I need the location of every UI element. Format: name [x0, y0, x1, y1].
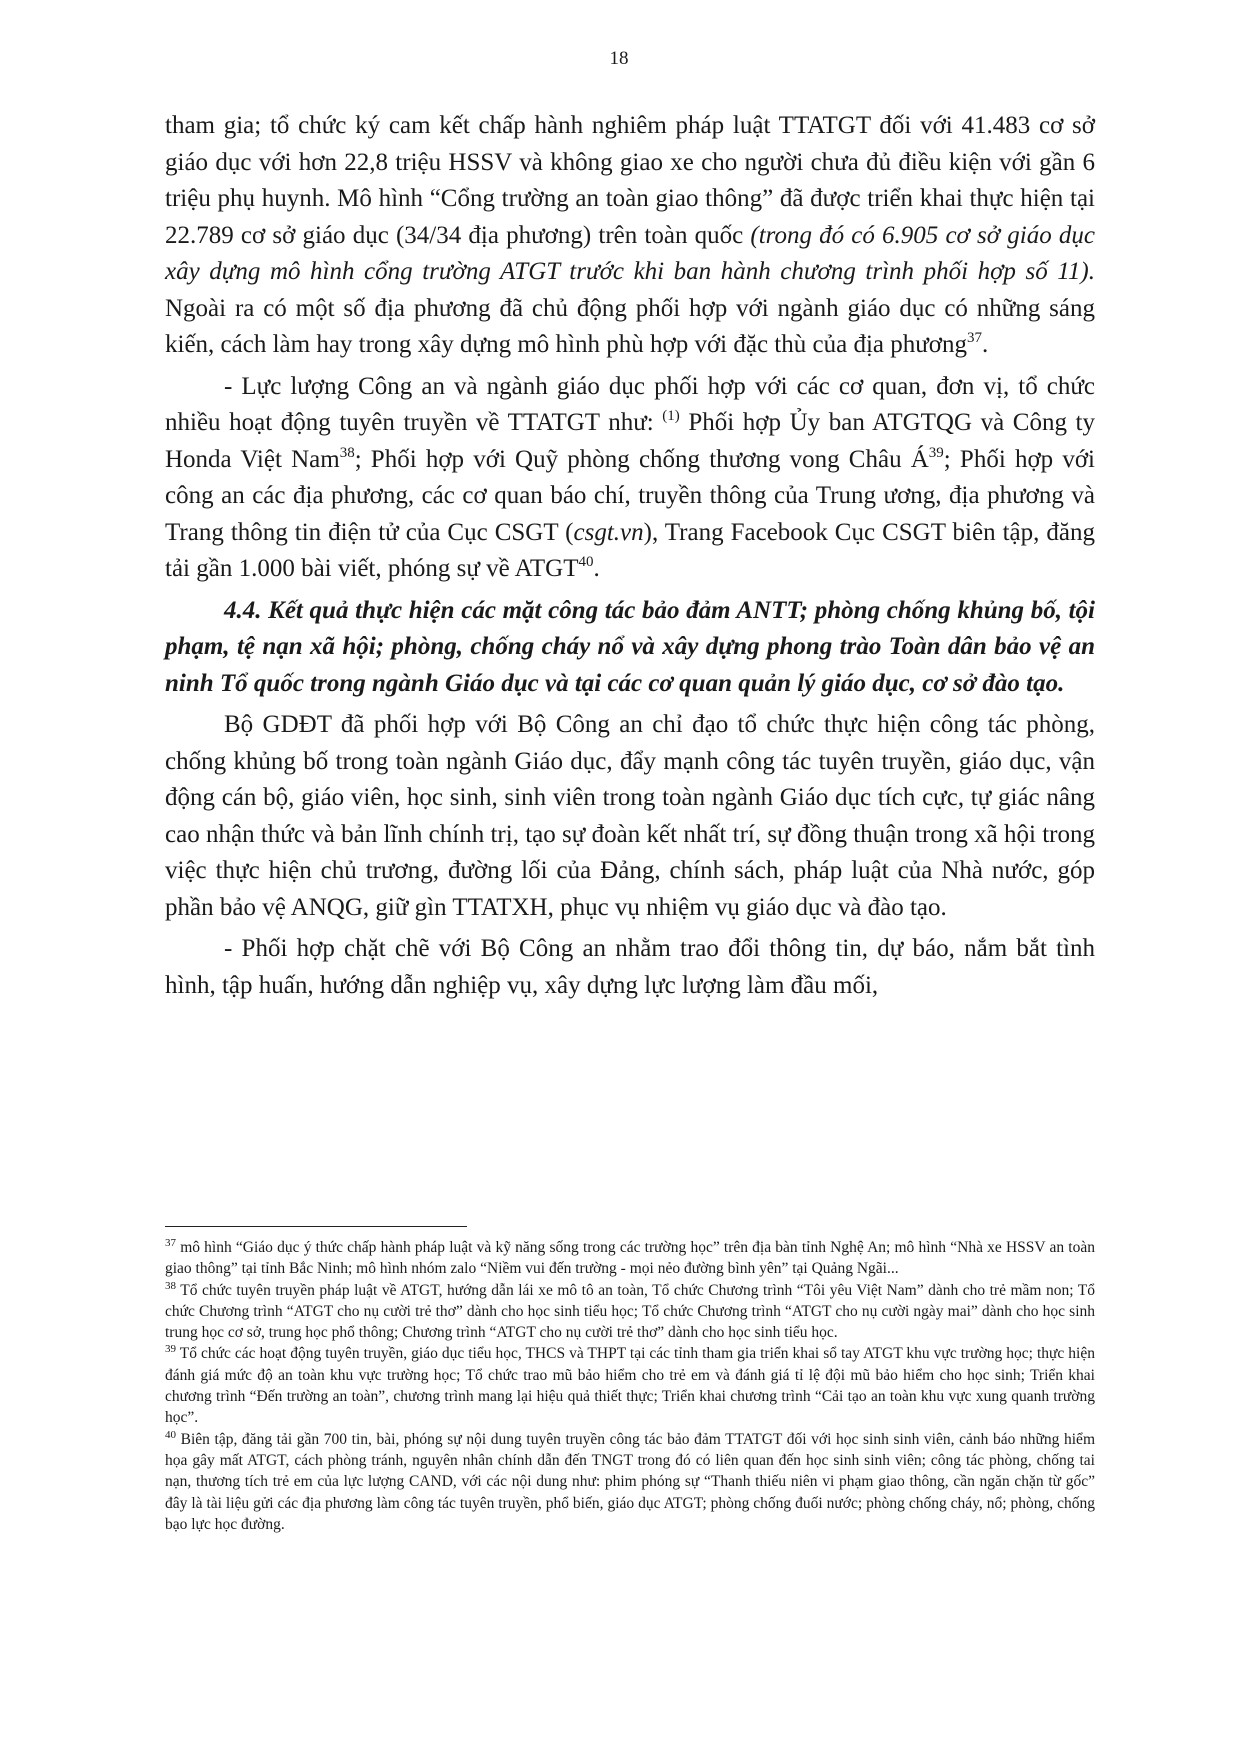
footnote-39 [165, 1343, 1095, 1428]
paragraph-2-text-2: Phối hợp Ủy ban ATGTQG và Công ty Honda Việt Nam [165, 409, 1095, 473]
paragraph-2-text-5: ), Trang Facebook Cục CSGT biên tập, đăng tải gần 1.000 bài viết, phóng sự về ATGT [165, 518, 1095, 582]
footnote-number: 38 [165, 1279, 176, 1292]
footnote-text: mô hình “Giáo dục ý thức chấp hành pháp luật và kỹ năng sống trong các trường học” trên địa bàn tỉnh Nghệ An; mô hình “Nhà xe HSSV an toàn giao thông” tại tỉnh Bắc Ninh; mô hình nhóm zalo “Niềm vui đến trường - mọi nẻo đường bình yên” tại Quảng Ngãi... [165, 1239, 1095, 1278]
footnote-ref-40[interactable]: 40 [578, 554, 594, 570]
paragraph-1 [165, 108, 1095, 364]
website-name: csgt.vn [573, 518, 644, 546]
page-number: 18 [609, 48, 629, 69]
footnote-ref-37[interactable]: 37 [967, 330, 983, 346]
footnote-text: Tổ chức tuyên truyền pháp luật về ATGT, hướng dẫn lái xe mô tô an toàn, Tổ chức Chương trình “Tôi yêu Việt Nam” dành cho trẻ mầm non; Tổ chức Chương trình “ATGT cho nụ cười trẻ thơ” dành cho học sinh tiểu học; Tổ chức Chương trình “ATGT cho nụ cười ngày mai” dành cho học sinh trung học cơ sở, trung học phổ thông; Chương trình “ATGT cho nụ cười trẻ thơ” dành cho học sinh tiểu học. [165, 1281, 1095, 1342]
paragraph-1-text: tham gia; tổ chức ký cam kết chấp hành nghiêm pháp luật TTATGT đối với 41.483 cơ sở giáo dục với hơn 22,8 triệu HSSV và không giao xe cho người chưa đủ điều kiện với gần 6 triệu phụ huynh. Mô hình “Cổng trường an toàn giao thông” đã được triển khai thực hiện tại 22.789 cơ sở giáo dục (34/34 địa phương) trên toàn quốc [165, 112, 1095, 249]
footnote-text: Tổ chức các hoạt động tuyên truyền, giáo dục tiểu học, THCS và THPT tại các tỉnh tham gia triển khai sổ tay ATGT khu vực trường học; thực hiện đánh giá mức độ an toàn khu vực trường học; Tổ chức trao mũ bảo hiểm cho trẻ em và đánh giá tỉ lệ đội mũ bảo hiểm cho học sinh; Triển khai chương trình “Đến trường an toàn”, chương trình mang lại hiệu quả thiết thực; Triển khai chương trình “Cải tạo an toàn khu vực xung quanh trường học”. [165, 1345, 1095, 1427]
paragraph-2 [165, 369, 1095, 588]
footnotes [165, 1237, 1095, 1535]
footnote-number: 39 [165, 1343, 176, 1356]
footnote-38 [165, 1280, 1095, 1344]
list-marker: (1) [662, 408, 680, 424]
footnote-ref-38[interactable]: 38 [339, 444, 355, 461]
footnote-number: 40 [165, 1428, 176, 1441]
paragraph-1-end: . [982, 331, 989, 358]
paragraph-2-text-3: ; Phối hợp với Quỹ phòng chống thương vong Châu Á [354, 445, 929, 473]
footnote-37 [165, 1237, 1095, 1280]
footnote-divider [165, 1226, 467, 1227]
paragraph-2-end: . [593, 555, 600, 582]
paragraph-4: - Phối hợp chặt chẽ với Bộ Công an nhằm trao đổi thông tin, dự báo, nắm bắt tình hình, tập huấn, hướng dẫn nghiệp vụ, xây dựng lực lượng làm đầu mối, [165, 935, 1095, 999]
section-heading: 4.4. Kết quả thực hiện các mặt công tác bảo đảm ANTT; phòng chống khủng bố, tội phạm, tệ nạn xã hội; phòng, chống cháy nổ và xây dựng phong trào Toàn dân bảo vệ an ninh Tổ quốc trong ngành Giáo dục và tại các cơ quan quản lý giáo dục, cơ sở đào tạo. [165, 596, 1095, 697]
footnote-ref-39[interactable]: 39 [928, 444, 944, 461]
paragraph-1-italic: (trong đó có 6.905 cơ sở giáo dục xây dựng mô hình cổng trường ATGT trước khi ban hành chương trình phối hợp số 11). [165, 221, 1095, 285]
paragraph-2-text: - Lực lượng Công an và ngành giáo dục phối hợp với các cơ quan, đơn vị, tổ chức nhiều hoạt động tuyên truyền về TTATGT như: [165, 372, 1095, 436]
footnote-text: Biên tập, đăng tải gần 700 tin, bài, phóng sự nội dung tuyên truyền công tác bảo đảm TTATGT đối với học sinh sinh viên, cảnh báo những hiểm họa gây mất ATGT, cách phòng tránh, nguyên nhân chính dẫn đến TNGT trong đó có liên quan đến học sinh sinh viên; công tác phòng, chống tai nạn, thương tích trẻ em của lực lượng CAND, với các nội dung như: phim phóng sự “Thanh thiếu niên vi phạm giao thông, cần ngăn chặn từ gốc” đây là tài liệu gửi các địa phương làm công tác tuyên truyền, phổ biến, giáo dục ATGT; phòng chống đuối nước; phòng chống cháy, nổ; phòng, chống bạo lực học đường. [165, 1430, 1095, 1533]
paragraph-1-text-2: Ngoài ra có một số địa phương đã chủ động phối hợp với ngành giáo dục có những sáng kiến, cách làm hay trong xây dựng mô hình phù hợp với đặc thù của địa phương [165, 294, 1095, 358]
paragraph-3: Bộ GDĐT đã phối hợp với Bộ Công an chỉ đạo tổ chức thực hiện công tác phòng, chống khủng bố trong toàn ngành Giáo dục, đẩy mạnh công tác tuyên truyền, giáo dục, vận động cán bộ, giáo viên, học sinh, sinh viên trong toàn ngành Giáo dục tích cực, tự giác nâng cao nhận thức và bản lĩnh chính trị, tạo sự đoàn kết nhất trí, sự đồng thuận trong xã hội trong việc thực hiện chủ trương, đường lối của Đảng, chính sách, pháp luật của Nhà nước, góp phần bảo vệ ANQG, giữ gìn TTATXH, phục vụ nhiệm vụ giáo dục và đào tạo. [165, 711, 1095, 921]
footnote-number: 37 [165, 1237, 176, 1249]
footnote-40 [165, 1429, 1095, 1535]
paragraph-2-text-4: ; Phối hợp với công an các địa phương, các cơ quan báo chí, truyền thông của Trung ương, địa phương và Trang thông tin điện tử của Cục CSGT ( [165, 445, 1095, 546]
body-text [165, 108, 1095, 1004]
